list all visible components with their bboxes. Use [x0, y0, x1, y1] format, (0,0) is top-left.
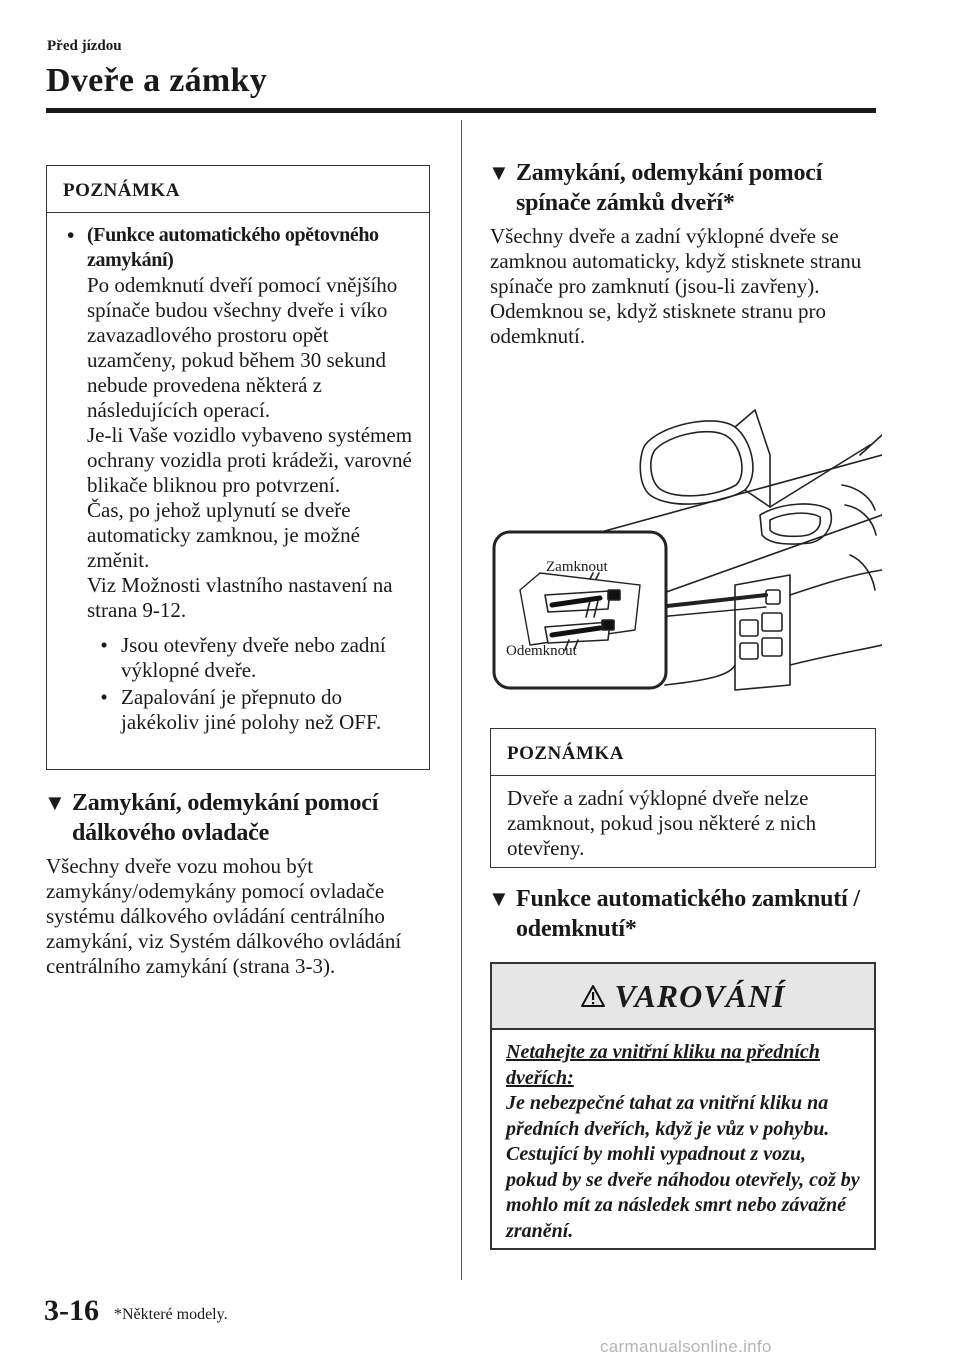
- subitem-dot: •: [100, 685, 108, 709]
- triangle-marker-icon: ▼: [488, 160, 510, 185]
- subitem-text: Jsou otevřeny dveře nebo zadní výklopné dveře.: [121, 633, 386, 682]
- note-paragraph: Čas, po jehož uplynutí se dveře automaticky zamknou, je možné změnit.: [87, 498, 360, 572]
- column-divider: [461, 120, 462, 1280]
- bullet-title: (Funkce automatického opětovného zamykání): [87, 224, 379, 271]
- section-heading-text: Zamykání, odemykání pomocí spínače zámků dveří*: [516, 160, 823, 216]
- note-bullet: [67, 223, 415, 735]
- note-body: [47, 213, 429, 735]
- section-heading-remote: [44, 788, 444, 848]
- door-switch-figure: [490, 395, 882, 695]
- note-body: Dveře a zadní výklopné dveře nelze zamknout, pokud jsou některé z nich otevřeny.: [507, 786, 817, 860]
- warning-title: VAROVÁNÍ: [614, 977, 786, 1014]
- section-heading-switch: [488, 158, 868, 218]
- bullet-dot: •: [67, 223, 75, 247]
- page-number: 3-16: [44, 1294, 99, 1327]
- section-heading-text: Funkce automatického zamknutí / odemknutí*: [516, 886, 860, 942]
- section-heading-auto: [488, 884, 880, 944]
- switch-paragraph: Odemknou se, když stisknete stranu pro odemknutí.: [490, 299, 826, 348]
- page-title: Dveře a zámky: [46, 62, 268, 99]
- section-text-switch: [490, 224, 870, 349]
- note-subitem: [87, 633, 415, 683]
- warning-triangle-icon: [580, 984, 606, 1008]
- subitem-text: Zapalování je přepnuto do jakékoliv jiné polohy než OFF.: [121, 685, 382, 734]
- triangle-marker-icon: ▼: [488, 886, 510, 911]
- note-paragraph: Viz Možnosti vlastního nastavení na strana 9-12.: [87, 573, 393, 622]
- bullet-content: [87, 223, 415, 735]
- section-text-remote: Všechny dveře vozu mohou být zamykány/odemykány pomocí ovladače systému dálkového ovládání centrálního zamykání, viz Systém dálkového ovládání centrálního zamykání (strana 3-3).: [46, 854, 402, 978]
- triangle-marker-icon: ▼: [44, 790, 66, 815]
- breadcrumb: Před jízdou: [47, 38, 122, 54]
- switch-paragraph: Všechny dveře a zadní výklopné dveře se zamknou automaticky, když stisknete stranu spínače pro zamknutí (jsou-li zavřeny).: [490, 224, 862, 298]
- warning-box: [490, 962, 876, 1250]
- warning-text: Je nebezpečné tahat za vnitřní kliku na předních dveřích, když je vůz v pohybu. Cestující by mohli vypadnout z vozu, pokud by se dveře náhodou otevřely, což by mohlo mít za následek smrt nebo závažné zranění.: [506, 1092, 860, 1242]
- title-rule: [46, 108, 876, 113]
- warning-subtitle: Netahejte za vnitřní kliku na předních dveřích:: [506, 1041, 820, 1089]
- note-box-right: [490, 728, 876, 868]
- warning-header: [492, 964, 874, 1030]
- warning-body: [492, 1030, 874, 1244]
- figure-label-lock: Zamknout: [546, 559, 608, 575]
- note-paragraph: Po odemknutí dveří pomocí vnějšího spínače budou všechny dveře i víko zavazadlového prostoru opět uzamčeny, pokud během 30 sekund nebude provedena některá z následujících operací.: [87, 273, 398, 422]
- note-subitem: [87, 685, 415, 735]
- subitem-dot: •: [100, 633, 108, 657]
- note-heading: POZNÁMKA: [507, 743, 624, 764]
- note-box-left: [46, 165, 430, 770]
- watermark: carmanualsonline.info: [600, 1337, 772, 1356]
- section-heading-text: Zamykání, odemykání pomocí dálkového ovladače: [72, 790, 379, 846]
- note-paragraph: Je-li Vaše vozidlo vybaveno systémem ochrany vozidla proti krádeži, varovné blikače bliknou pro potvrzení.: [87, 423, 413, 497]
- note-heading: POZNÁMKA: [63, 180, 180, 201]
- figure-label-unlock: Odemknout: [506, 643, 577, 659]
- footnote: *Některé modely.: [114, 1306, 228, 1323]
